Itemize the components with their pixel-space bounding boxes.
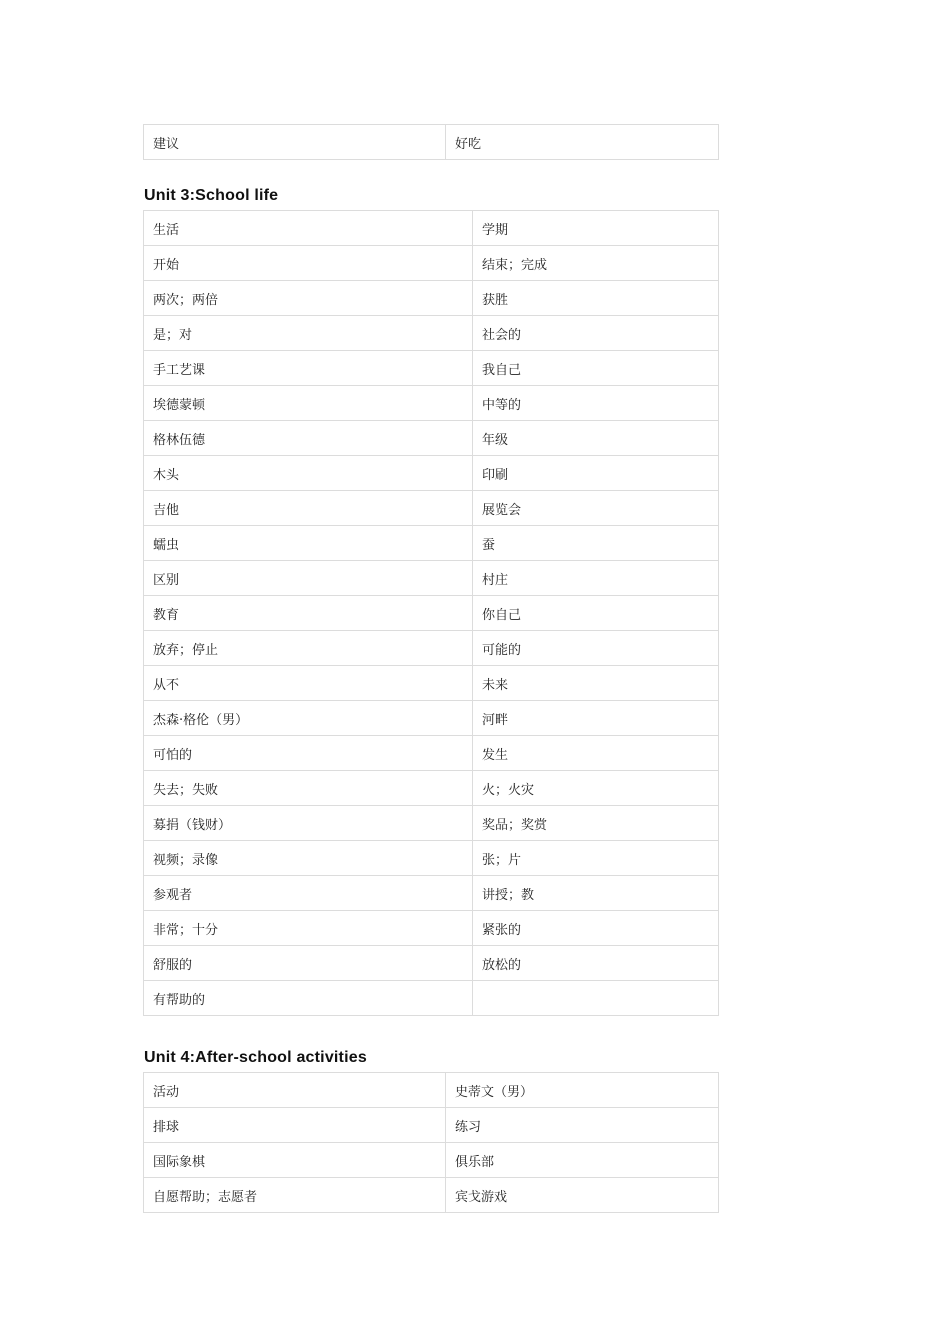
- table-row: [144, 246, 719, 281]
- vocab-cell-left: 生活: [144, 211, 473, 246]
- vocab-cell-right: 我自己: [473, 351, 719, 386]
- vocab-cell-right: 蚕: [473, 526, 719, 561]
- vocab-cell-left: 舒服的: [144, 946, 473, 981]
- vocab-cell-right: 宾戈游戏: [446, 1178, 719, 1213]
- vocab-cell-left: 非常；十分: [144, 911, 473, 946]
- vocab-cell-left: 开始: [144, 246, 473, 281]
- table-row: [144, 806, 719, 841]
- table-row: [144, 421, 719, 456]
- vocab-cell-right: 社会的: [473, 316, 719, 351]
- table-row: [144, 1108, 719, 1143]
- vocab-cell-left: 国际象棋: [144, 1143, 446, 1178]
- table-row: [144, 1073, 719, 1108]
- vocab-cell-left: 可怕的: [144, 736, 473, 771]
- table-row: [144, 561, 719, 596]
- vocab-cell-left: 区别: [144, 561, 473, 596]
- vocab-cell-left: 教育: [144, 596, 473, 631]
- table-row: [144, 1143, 719, 1178]
- vocab-cell-right: [473, 981, 719, 1016]
- unit4-vocab-block: [143, 1072, 719, 1213]
- vocab-cell-left: 是；对: [144, 316, 473, 351]
- vocab-cell-right: 紧张的: [473, 911, 719, 946]
- table-row: [144, 125, 719, 160]
- table-row: [144, 316, 719, 351]
- vocab-cell-left: 蠕虫: [144, 526, 473, 561]
- table-row: [144, 736, 719, 771]
- vocab-cell-left: 放弃；停止: [144, 631, 473, 666]
- vocab-cell-left: 木头: [144, 456, 473, 491]
- table-row: [144, 911, 719, 946]
- vocab-cell-left: 视频；录像: [144, 841, 473, 876]
- vocab-cell-right: 讲授；教: [473, 876, 719, 911]
- table-row: [144, 771, 719, 806]
- vocab-cell-left: 吉他: [144, 491, 473, 526]
- top-vocab-block: [143, 124, 719, 160]
- table-row: [144, 946, 719, 981]
- unit3-vocab-table: [143, 210, 719, 1016]
- table-row: [144, 351, 719, 386]
- vocab-cell-right: 发生: [473, 736, 719, 771]
- vocab-cell-left: 埃德蒙顿: [144, 386, 473, 421]
- vocab-cell-right: 印刷: [473, 456, 719, 491]
- table-row: [144, 281, 719, 316]
- vocab-cell-right: 俱乐部: [446, 1143, 719, 1178]
- top-vocab-table: [143, 124, 719, 160]
- unit3-vocab-block: [143, 210, 719, 1016]
- vocab-cell-left: 从不: [144, 666, 473, 701]
- vocab-cell-right: 河畔: [473, 701, 719, 736]
- table-row: [144, 981, 719, 1016]
- vocab-cell-right: 你自己: [473, 596, 719, 631]
- vocab-cell-left: 格林伍德: [144, 421, 473, 456]
- vocab-cell-right: 史蒂文（男）: [446, 1073, 719, 1108]
- vocab-cell-left: 失去；失败: [144, 771, 473, 806]
- table-row: [144, 491, 719, 526]
- vocab-cell-right: 张；片: [473, 841, 719, 876]
- vocab-cell-right: 学期: [473, 211, 719, 246]
- vocab-cell-right: 好吃: [446, 125, 719, 160]
- vocab-cell-right: 放松的: [473, 946, 719, 981]
- vocab-cell-left: 手工艺课: [144, 351, 473, 386]
- vocab-cell-left: 杰森·格伦（男）: [144, 701, 473, 736]
- table-row: [144, 596, 719, 631]
- vocab-cell-left: 建议: [144, 125, 446, 160]
- table-row: [144, 631, 719, 666]
- table-row: [144, 876, 719, 911]
- vocab-cell-left: 排球: [144, 1108, 446, 1143]
- vocab-cell-right: 村庄: [473, 561, 719, 596]
- vocab-cell-right: 未来: [473, 666, 719, 701]
- vocab-cell-right: 展览会: [473, 491, 719, 526]
- unit3-heading: Unit 3:School life: [144, 187, 279, 204]
- vocab-cell-right: 年级: [473, 421, 719, 456]
- table-row: [144, 211, 719, 246]
- table-row: [144, 666, 719, 701]
- vocab-cell-right: 练习: [446, 1108, 719, 1143]
- vocab-cell-left: 自愿帮助；志愿者: [144, 1178, 446, 1213]
- table-row: [144, 701, 719, 736]
- vocab-cell-right: 获胜: [473, 281, 719, 316]
- vocab-cell-left: 参观者: [144, 876, 473, 911]
- table-row: [144, 456, 719, 491]
- vocab-cell-left: 有帮助的: [144, 981, 473, 1016]
- vocab-cell-right: 奖品；奖赏: [473, 806, 719, 841]
- unit4-heading: Unit 4:After-school activities: [144, 1049, 367, 1066]
- unit4-vocab-table: [143, 1072, 719, 1213]
- table-row: [144, 1178, 719, 1213]
- vocab-cell-right: 火；火灾: [473, 771, 719, 806]
- vocab-cell-right: 中等的: [473, 386, 719, 421]
- vocab-cell-right: 结束；完成: [473, 246, 719, 281]
- table-row: [144, 386, 719, 421]
- vocab-cell-left: 两次；两倍: [144, 281, 473, 316]
- vocab-cell-left: 募捐（钱财）: [144, 806, 473, 841]
- vocab-cell-right: 可能的: [473, 631, 719, 666]
- vocab-cell-left: 活动: [144, 1073, 446, 1108]
- table-row: [144, 841, 719, 876]
- table-row: [144, 526, 719, 561]
